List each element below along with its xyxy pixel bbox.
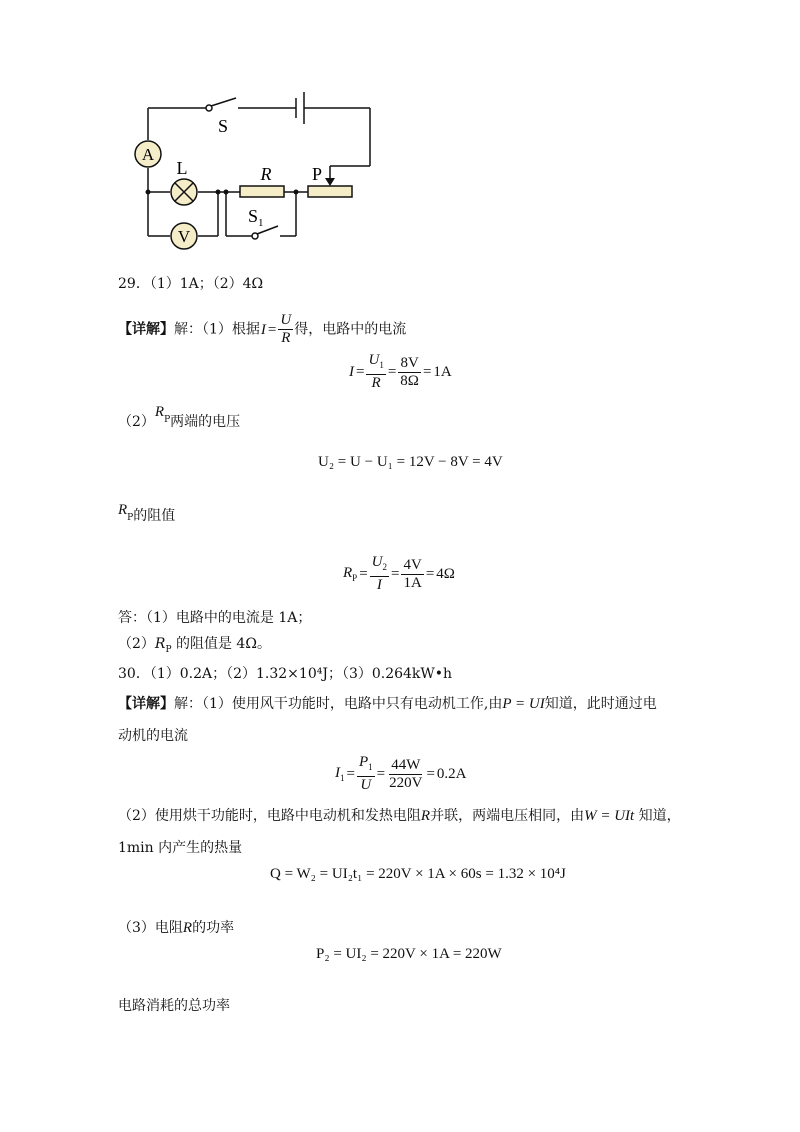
q30-p2-line2: 1min 内产生的热量	[118, 840, 243, 856]
q29-answer-1: 答：（1）电路中的电流是 1A；	[118, 610, 312, 626]
q30-detail-line1: 【详解】解：（1）使用风干功能时，电路中只有电动机工作,由P = UI知道，此时通过电	[118, 696, 657, 712]
q30-eq3: P₂ = UI₂ = 220V × 1A = 220W	[316, 946, 502, 962]
q29-eq2: U₂ = U − U₁ = 12V − 8V = 4V	[318, 454, 503, 470]
q29-answer-line: 29．（1）1A；（2）4Ω	[118, 276, 264, 292]
q30-p4: 电路消耗的总功率	[118, 998, 230, 1014]
q29-eq3: $R_P$ = $\frac{U_2}{I}$ = $\frac{4V}{1A}$ = 4Ω	[343, 554, 455, 593]
power-formula: P = UI	[502, 696, 545, 712]
ohm-law-formula: I = $\frac{U}{R}$	[260, 312, 292, 346]
circuit-diagram	[120, 90, 390, 260]
q30-p3: （3）电阻R的功率	[118, 920, 235, 936]
slider-label: P	[311, 164, 323, 184]
detail-label: 【详解】	[118, 321, 174, 338]
work-formula: W = UIt	[584, 808, 635, 824]
lamp-label: L	[176, 158, 188, 178]
q30-detail-line2: 动机的电流	[118, 728, 188, 744]
voltmeter-label: V	[177, 227, 191, 246]
q29-answer-2: $(2)R_P$ 的阻值是 4Ω。	[118, 636, 271, 655]
q29-p3: $R_P$的阻值	[118, 502, 176, 524]
q29-detail: 【详解】解：（1）根据 I = $\frac{U}{R}$ 得，电路中的电流	[118, 312, 407, 346]
q29-p2: $(2)R_P$两端的电压	[118, 404, 241, 430]
q30-p2-line1: （2）使用烘干功能时，电路中电动机和发热电阻R并联，两端电压相同，由W = UIt 知道，	[118, 808, 681, 824]
switch-s-label: S	[217, 116, 229, 136]
resistor-label: R	[260, 164, 272, 184]
q29-eq1: I = $\frac{U_1}{R}$ = $\frac{8V}{8\Omega}$ = 1A	[349, 352, 452, 391]
q30-eq1: $I_1$ = $\frac{P_1}{U}$ = $\frac{44W}{220V}$ = 0.2A	[335, 754, 467, 793]
q30-answer-line: 30．（1）0.2A；（2）1.32×10⁴J；（3）0.264kW•h	[118, 666, 453, 682]
switch-s1-label: $S_1$	[248, 206, 264, 229]
ammeter-label: A	[141, 145, 155, 164]
q30-eq2: Q = W₂ = UI₂t₁ = 220V × 1A × 60s = 1.32 × 10⁴J	[270, 866, 566, 882]
